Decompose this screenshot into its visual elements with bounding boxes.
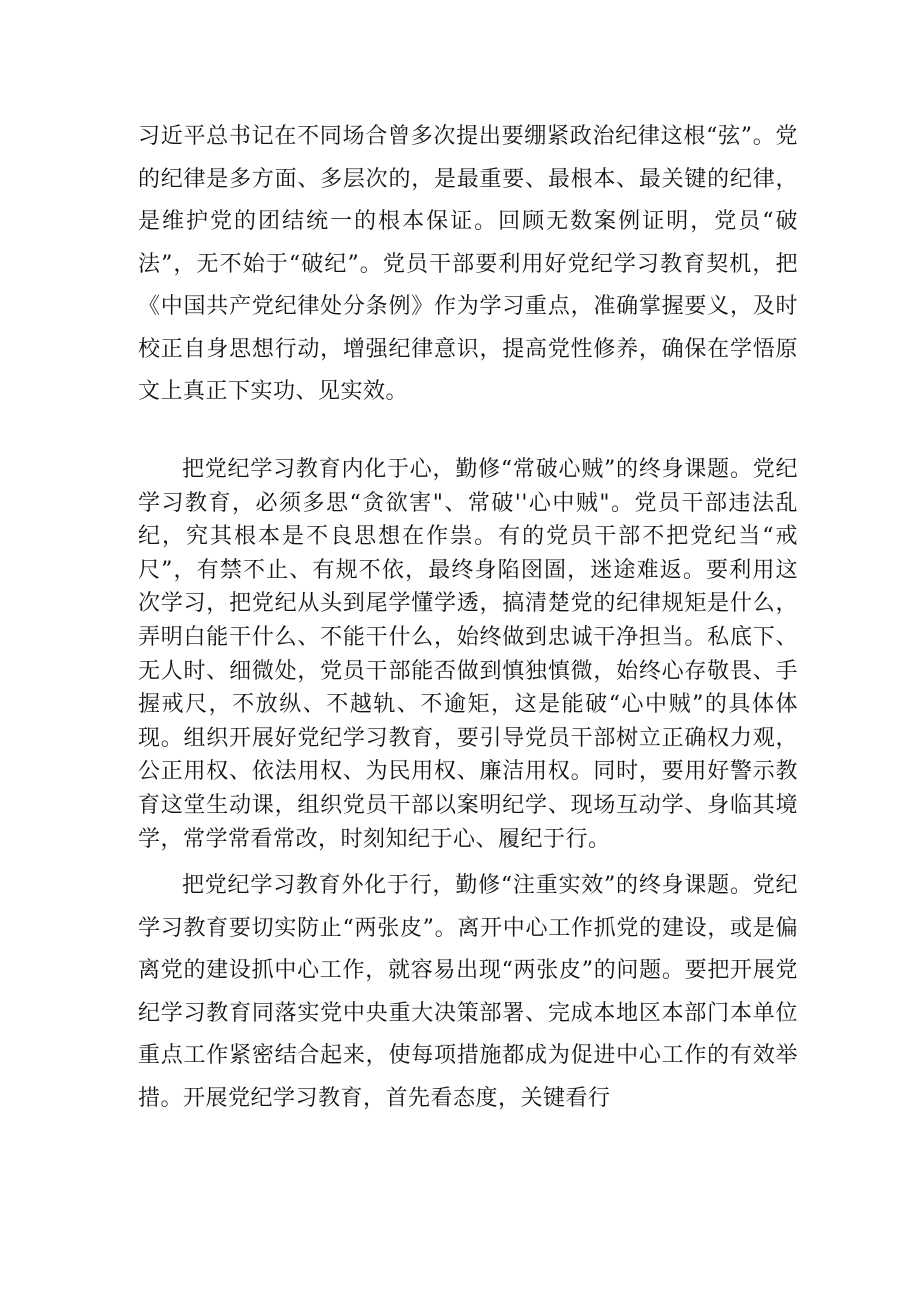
paragraph-1: 习近平总书记在不同场合曾多次提出要绷紧政治纪律这根“弦”。党的纪律是多方面、多层次的，是最重要、最根本、最关键的纪律，是维护党的团结统一的根本保证。回顾无数案例证明，党员“破法”，无不始于“破纪”。党员干部要利用好党纪学习教育契机，把《中国共产党纪律处分条例》作为学习重点，准确掌握要义，及时校正自身思想行动，增强纪律意识，提高党性修养，确保在学悟原文上真正下实功、见实效。 [138,124,798,404]
paragraph-3: 把党纪学习教育外化于行，勤修“注重实效”的终身课题。党纪学习教育要切实防止“两张皮”。离开中心工作抓党的建设，或是偏离党的建设抓中心工作，就容易出现“两张皮”的问题。要把开展党纪学习教育同落实党中央重大决策部署、完成本地区本部门本单位重点工作紧密结合起来，使每项措施都成为促进中心工作的有效举措。开展党纪学习教育，首先看态度，关键看行 [138,873,798,1111]
paragraph-2: 把党纪学习教育内化于心，勤修“常破心贼”的终身课题。党纪学习教育，必须多思“贪欲害"、常破''心中贼"。党员干部违法乱纪，究其根本是不良思想在作祟。有的党员干部不把党纪当“戒尺”，有禁不止、有规不依，最终身陷囹圄，迷途难返。要利用这次学习，把党纪从头到尾学懂学透，搞清楚党的纪律规矩是什么，弄明白能干什么、不能干什么，始终做到忠诚干净担当。私底下、无人时、细微处，党员干部能否做到慎独慎微，始终心存敬畏、手握戒尺，不放纵、不越轨、不逾矩，这是能破“心中贼”的具体体现。组织开展好党纪学习教育，要引导党员干部树立正确权力观，公正用权、依法用权、为民用权、廉洁用权。同时，要用好警示教育这堂生动课，组织党员干部以案明纪学、现场互动学、身临其境学，常学常看常改，时刻知纪于心、履纪于行。 [138,457,798,852]
